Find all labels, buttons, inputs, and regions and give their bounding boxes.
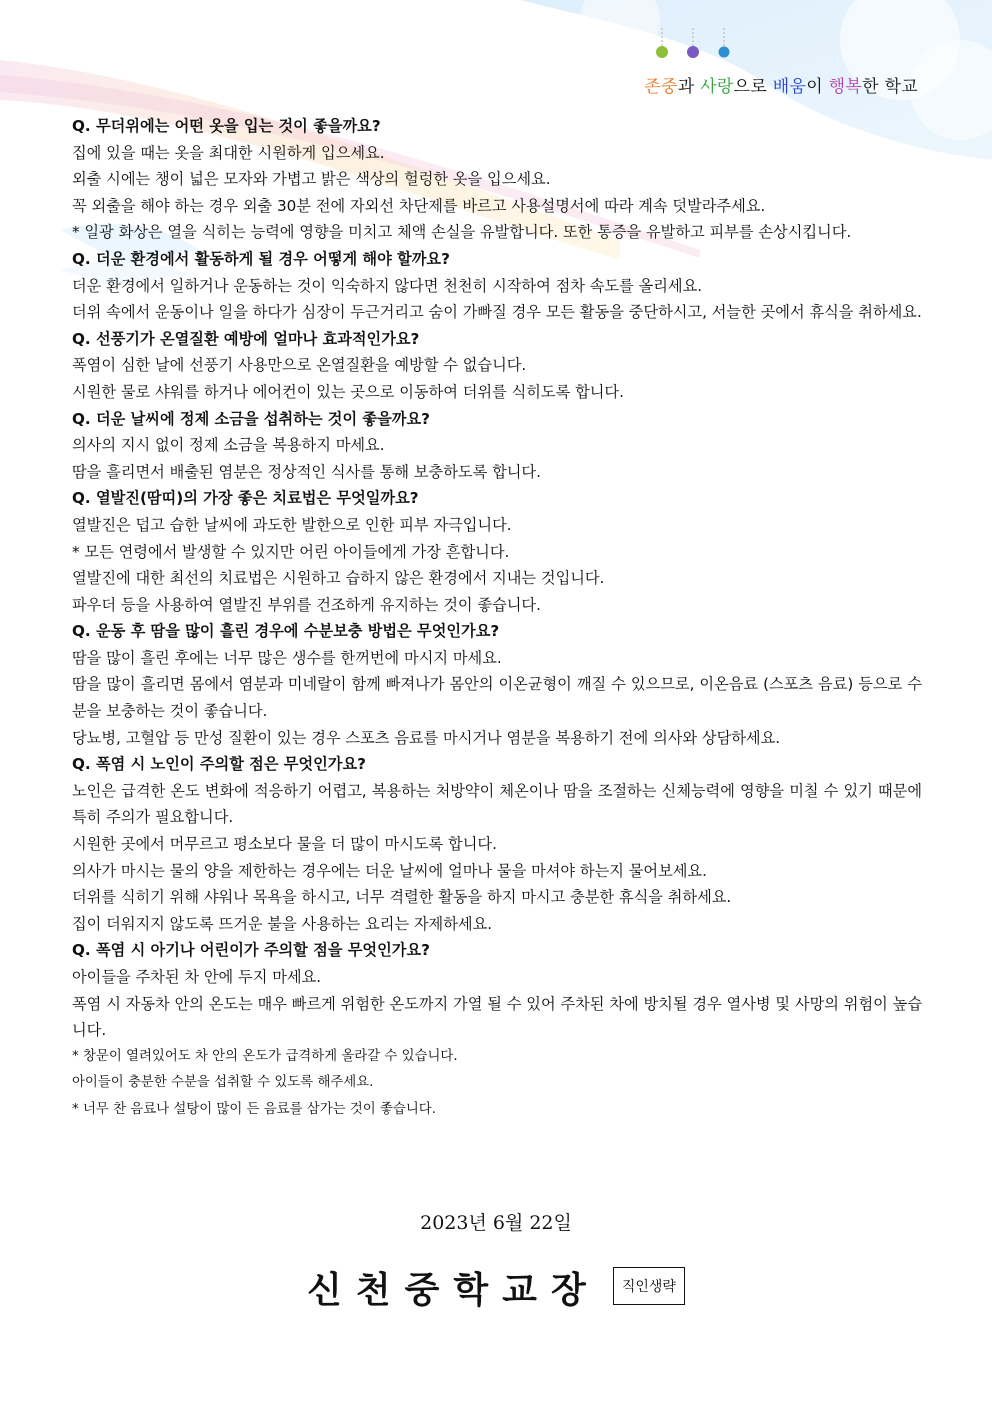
dot-3 xyxy=(719,47,730,58)
body-line: 시원한 물로 샤워를 하거나 에어컨이 있는 곳으로 이동하여 더위를 식히도록 합니다. xyxy=(72,382,624,401)
principal-name: 신천중학교장 xyxy=(307,1270,600,1311)
body-line: 열발진에 대한 최선의 치료법은 시원하고 습하지 않은 환경에서 지내는 것입니다. xyxy=(72,569,605,588)
body-line: 아이들을 주차된 차 안에 두지 마세요. xyxy=(72,968,322,986)
body-line: * 일광 화상은 열을 식히는 능력에 영향을 미치고 체액 손실을 유발합니다. 또한 통증을 유발하고 피부를 손상시킵니다. xyxy=(72,223,852,242)
body-line: 땀을 많이 흘린 후에는 너무 많은 생수를 한꺼번에 마시지 마세요. xyxy=(72,648,502,667)
motto-part: 으로 xyxy=(733,77,773,97)
dot-2 xyxy=(687,46,699,58)
question-heading: Q. 폭염 시 아기나 어린이가 주의할 점을 무엇인가요? xyxy=(72,941,430,960)
motto-part: 사랑 xyxy=(700,77,734,97)
question-heading: Q. 폭염 시 노인이 주의할 점은 무엇인가요? xyxy=(72,755,366,774)
body-line: 의사의 지시 없이 정제 소금을 복용하지 마세요. xyxy=(72,436,385,455)
document-body xyxy=(72,113,922,1124)
note-line: 아이들이 충분한 수분을 섭취할 수 있도록 해주세요. xyxy=(72,1075,374,1091)
body-line: 열발진은 덥고 습한 날씨에 과도한 발한으로 인한 피부 자극입니다. xyxy=(72,515,512,534)
note-line: * 창문이 열려있어도 차 안의 온도가 급격하게 올라갈 수 있습니다. xyxy=(72,1048,458,1064)
body-line: 더위를 식히기 위해 샤워나 목욕을 하시고, 너무 격렬한 활동을 하지 마시고 충분한 휴식을 취하세요. xyxy=(72,888,732,907)
body-line: 더위 속에서 운동이나 일을 하다가 심장이 두근거리고 숨이 가빠질 경우 모든 활동을 중단하시고, 서늘한 곳에서 휴식을 취하세요. xyxy=(72,303,922,322)
question-heading: Q. 선풍기가 온열질환 예방에 얼마나 효과적인가요? xyxy=(72,329,420,348)
motto-part: 한 학교 xyxy=(862,77,918,97)
question-heading: Q. 무더위에는 어떤 옷을 입는 것이 좋을까요? xyxy=(72,117,381,135)
question-heading: Q. 더운 환경에서 활동하게 될 경우 어떻게 해야 할까요? xyxy=(72,249,450,268)
seal-omitted-box: 직인생략 xyxy=(613,1267,685,1305)
body-line: 더운 환경에서 일하거나 운동하는 것이 익숙하지 않다면 천천히 시작하여 점차 속도를 올리세요. xyxy=(72,276,703,295)
body-line: 집이 더워지지 않도록 뜨거운 불을 사용하는 요리는 자제하세요. xyxy=(72,914,493,933)
question-heading: Q. 열발진(땀띠)의 가장 좋은 치료법은 무엇일까요? xyxy=(72,489,419,508)
body-line: 땀을 흘리면서 배출된 염분은 정상적인 식사를 통해 보충하도록 합니다. xyxy=(72,462,541,481)
dot-1 xyxy=(656,46,668,58)
motto-part: 이 xyxy=(806,77,829,97)
body-line: 시원한 곳에서 머무르고 평소보다 물을 더 많이 마시도록 합니다. xyxy=(72,835,497,854)
decorative-dots xyxy=(650,28,740,64)
body-line: 집에 있을 때는 옷을 최대한 시원하게 입으세요. xyxy=(72,143,385,162)
body-line: 노인은 급격한 온도 변화에 적응하기 어렵고, 복용하는 처방약이 체온이나 땀을 조절하는 신체능력에 영향을 미칠 수 있기 때문에 특히 주의가 필요합니다. xyxy=(72,781,922,827)
body-line: * 모든 연령에서 발생할 수 있지만 어린 아이들에게 가장 흔합니다. xyxy=(72,542,510,561)
body-line: 폭염 시 자동차 안의 온도는 매우 빠르게 위험한 온도까지 가열 될 수 있어 주차된 차에 방치될 경우 열사병 및 사망의 위험이 높습니다. xyxy=(72,994,922,1040)
body-line: 파우더 등을 사용하여 열발진 부위를 건조하게 유지하는 것이 좋습니다. xyxy=(72,595,541,614)
document-date: 2023년 6월 22일 xyxy=(420,1212,572,1234)
signature-block xyxy=(0,1262,992,1313)
motto-part: 행복 xyxy=(828,77,863,97)
question-heading: Q. 운동 후 땀을 많이 흘린 경우에 수분보충 방법은 무엇인가요? xyxy=(72,622,500,641)
school-motto xyxy=(644,72,918,97)
body-line: 땀을 많이 흘리면 몸에서 염분과 미네랄이 함께 빠져나가 몸안의 이온균형이 깨질 수 있으므로, 이온음료 (스포츠 음료) 등으로 수분을 보충하는 것이 좋습니다. xyxy=(72,675,922,721)
motto-part: 과 xyxy=(677,77,701,97)
body-line: 의사가 마시는 물의 양을 제한하는 경우에는 더운 날씨에 얼마나 물을 마셔야 하는지 물어보세요. xyxy=(72,861,707,880)
body-line: 폭염이 심한 날에 선풍기 사용만으로 온열질환을 예방할 수 없습니다. xyxy=(72,356,527,375)
body-line: 꼭 외출을 해야 하는 경우 외출 30분 전에 자외선 차단제를 바르고 사용설명서에 따라 계속 덧발라주세요. xyxy=(72,196,766,215)
motto-part: 존중 xyxy=(644,77,678,97)
motto-part: 배움 xyxy=(772,77,807,97)
note-line: * 너무 찬 음료나 설탕이 많이 든 음료를 삼가는 것이 좋습니다. xyxy=(72,1101,436,1117)
body-line: 당뇨병, 고혈압 등 만성 질환이 있는 경우 스포츠 음료를 마시거나 염분을 복용하기 전에 의사와 상담하세요. xyxy=(72,728,781,747)
body-line: 외출 시에는 챙이 넓은 모자와 가볍고 밝은 색상의 헐렁한 옷을 입으세요. xyxy=(72,170,551,189)
question-heading: Q. 더운 날씨에 정제 소금을 섭취하는 것이 좋을까요? xyxy=(72,409,430,428)
